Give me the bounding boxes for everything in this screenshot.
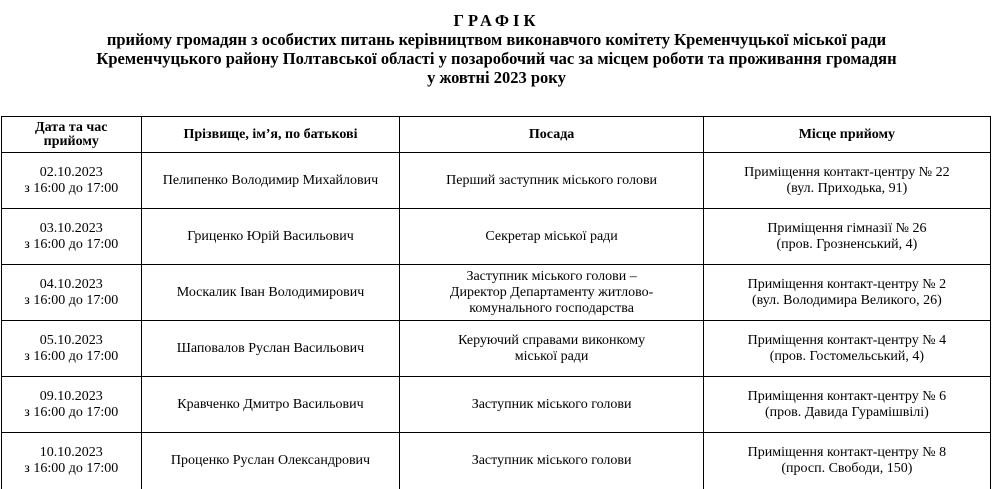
place-address: (пров. Грозненський, 4) [776, 236, 918, 252]
position-line: Керуючий справами виконкому [458, 332, 646, 348]
cell-position [400, 321, 703, 377]
table-row [2, 377, 991, 433]
cell-reception-place [703, 321, 990, 377]
place-address: (пров. Гостомельський, 4) [769, 348, 925, 364]
cell-reception-place [703, 153, 990, 209]
cell-position [400, 209, 703, 265]
table-header-row [2, 117, 991, 153]
position-line: Заступник міського голови [471, 452, 632, 468]
reception-date: 04.10.2023 [39, 276, 103, 292]
table-row [2, 209, 991, 265]
table-row [2, 153, 991, 209]
table-row [2, 321, 991, 377]
reception-time: з 16:00 до 17:00 [24, 348, 119, 364]
cell-reception-place [703, 377, 990, 433]
cell-official-name: Кравченко Дмитро Васильович [141, 377, 400, 433]
table-row [2, 265, 991, 321]
position-line: комунального господарства [469, 300, 634, 316]
cell-position [400, 433, 703, 489]
place-title: Приміщення контакт-центру № 2 [747, 276, 947, 292]
cell-official-name: Москалик Іван Володимирович [141, 265, 400, 321]
place-title: Приміщення гімназії № 26 [767, 220, 927, 236]
cell-position [400, 153, 703, 209]
cell-reception-place [703, 433, 990, 489]
cell-position [400, 377, 703, 433]
reception-date: 05.10.2023 [39, 332, 103, 348]
place-title: Приміщення контакт-центру № 22 [744, 164, 950, 180]
document-subtitle-line-3: у жовтні 2023 року [427, 68, 566, 87]
cell-official-name: Пелипенко Володимир Михайлович [141, 153, 400, 209]
cell-date-time [2, 433, 142, 489]
reception-time: з 16:00 до 17:00 [24, 180, 119, 196]
cell-date-time [2, 377, 142, 433]
reception-date: 10.10.2023 [39, 444, 103, 460]
reception-time: з 16:00 до 17:00 [24, 460, 119, 476]
position-line: Перший заступник міського голови [446, 172, 658, 188]
place-title: Приміщення контакт-центру № 8 [747, 444, 947, 460]
place-address: (просп. Свободи, 150) [781, 460, 913, 476]
cell-reception-place [703, 265, 990, 321]
cell-date-time [2, 265, 142, 321]
document-title: ГРАФІК [453, 11, 540, 30]
schedule-table [1, 116, 991, 489]
place-address: (пров. Давида Гурамішвілі) [764, 404, 929, 420]
column-header-position: Посада [400, 117, 703, 153]
place-address: (вул. Володимира Великого, 26) [752, 292, 942, 308]
position-line: міської ради [514, 348, 589, 364]
cell-date-time [2, 321, 142, 377]
cell-official-name: Проценко Руслан Олександрович [141, 433, 400, 489]
column-header-date: Дата та час прийому [2, 117, 142, 153]
reception-time: з 16:00 до 17:00 [24, 236, 119, 252]
table-row [2, 433, 991, 489]
document-heading [0, 0, 993, 87]
cell-official-name: Шаповалов Руслан Васильович [141, 321, 400, 377]
cell-position [400, 265, 703, 321]
document-subtitle-line-2: Кременчуцького району Полтавської області у позаробочий час за місцем роботи та проживання громадян [96, 49, 897, 68]
place-address: (вул. Приходька, 91) [786, 180, 908, 196]
reception-date: 02.10.2023 [39, 164, 103, 180]
reception-time: з 16:00 до 17:00 [24, 292, 119, 308]
position-line: Заступник міського голови – [466, 268, 637, 284]
cell-date-time [2, 153, 142, 209]
position-line: Директор Департаменту житлово- [449, 284, 654, 300]
column-header-name: Прізвище, ім’я, по батькові [141, 117, 400, 153]
column-header-place: Місце прийому [703, 117, 990, 153]
reception-date: 09.10.2023 [39, 388, 103, 404]
place-title: Приміщення контакт-центру № 6 [747, 388, 947, 404]
cell-reception-place [703, 209, 990, 265]
document-subtitle-line-1: прийому громадян з особистих питань керівництвом виконавчого комітету Кременчуцької міської ради [106, 30, 887, 49]
position-line: Секретар міської ради [485, 228, 618, 244]
cell-official-name: Гриценко Юрій Васильович [141, 209, 400, 265]
reception-date: 03.10.2023 [39, 220, 103, 236]
position-line: Заступник міського голови [471, 396, 632, 412]
place-title: Приміщення контакт-центру № 4 [747, 332, 947, 348]
reception-time: з 16:00 до 17:00 [24, 404, 119, 420]
table-body [2, 153, 991, 489]
cell-date-time [2, 209, 142, 265]
